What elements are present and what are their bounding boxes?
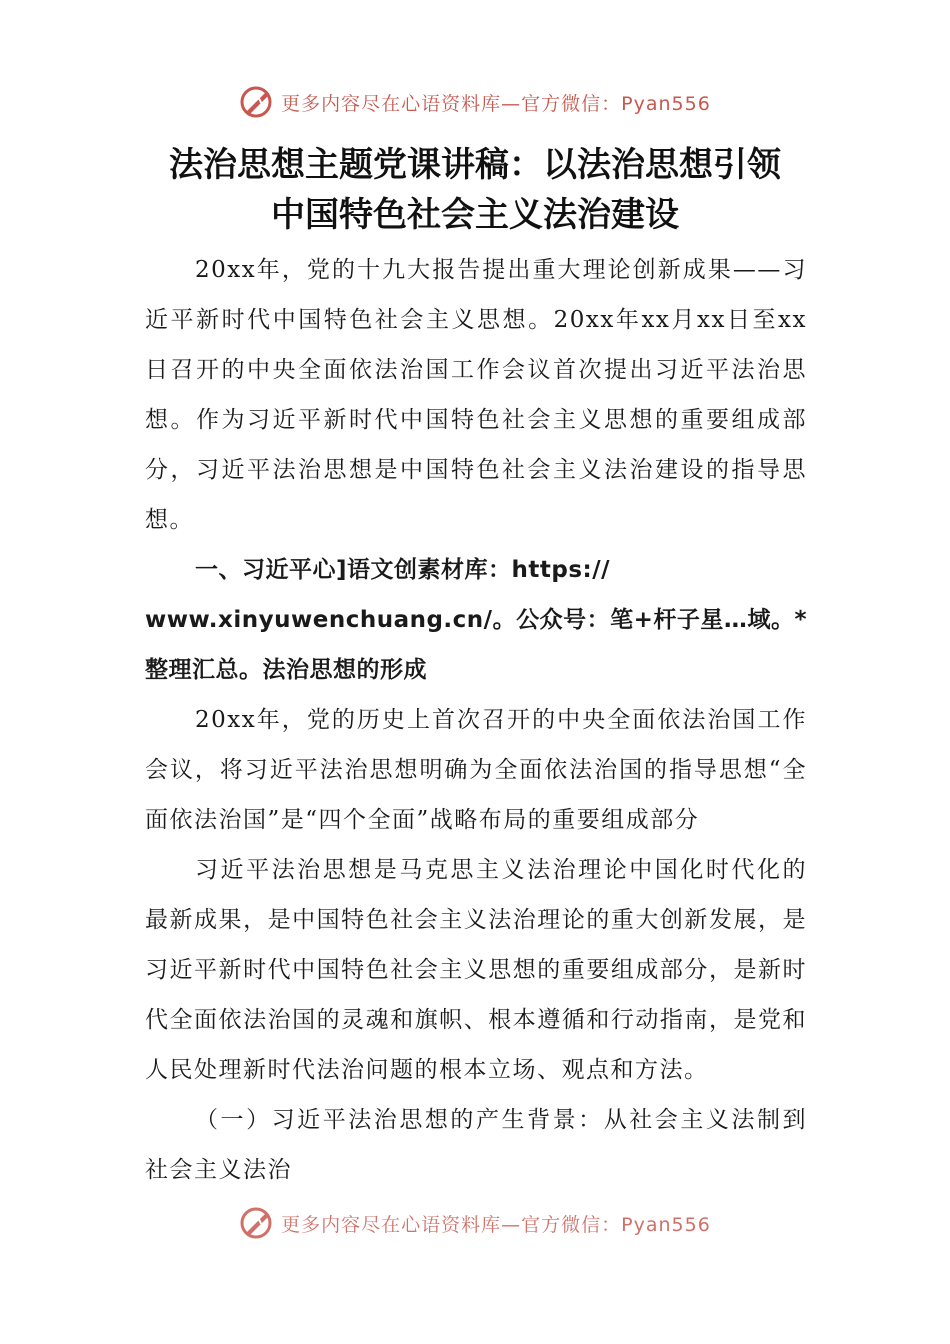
footer-watermark bbox=[0, 1203, 950, 1243]
pen-logo-icon bbox=[239, 1206, 273, 1240]
header-watermark bbox=[0, 82, 950, 122]
paragraph-background: 20xx年，党的历史上首次召开的中央全面依法治国工作会议，将习近平法治思想明确为全面依法治国的指导思想“全面依法治国”是“四个全面”战略布局的重要组成部分 bbox=[145, 707, 807, 833]
document-title bbox=[120, 140, 830, 240]
paragraph-intro: 20xx年，党的十九大报告提出重大理论创新成果——习近平新时代中国特色社会主义思想。20xx年xx月xx日至xx日召开的中央全面依法治国工作会议首次提出习近平法治思想。作为习近平新时代中国特色社会主义思想的重要组成部分，习近平法治思想是中国特色社会主义法治建设的指导思想。 bbox=[145, 257, 807, 533]
header-watermark-text: 更多内容尽在心语资料库—官方微信：Pyan556 bbox=[281, 92, 711, 115]
section-heading-1-continued bbox=[145, 595, 807, 695]
section-heading-1-part1: 一、习近平心]语文创素材库：https:// bbox=[195, 557, 611, 583]
title-line-1: 法治思想主题党课讲稿：以法治思想引领 bbox=[169, 145, 781, 185]
footer-watermark-text: 更多内容尽在心语资料库—官方微信：Pyan556 bbox=[281, 1213, 711, 1236]
section-heading-1-part2: www.xinyuwenchuang.cn/。公众号：笔+杆子星…域。*整理汇总。法治思想的形成 bbox=[145, 607, 807, 683]
pen-logo-icon bbox=[239, 85, 273, 119]
paragraph-significance: 习近平法治思想是马克思主义法治理论中国化时代化的最新成果，是中国特色社会主义法治理论的重大创新发展，是习近平新时代中国特色社会主义思想的重要组成部分，是新时代全面依法治国的灵魂和旗帜、根本遵循和行动指南，是党和人民处理新时代法治问题的根本立场、观点和方法。 bbox=[145, 857, 807, 1083]
document-body bbox=[145, 245, 807, 1195]
section-heading-1 bbox=[145, 545, 807, 595]
subsection-heading-1: （一）习近平法治思想的产生背景：从社会主义法制到社会主义法治 bbox=[145, 1107, 807, 1183]
title-line-2: 中国特色社会主义法治建设 bbox=[271, 195, 679, 235]
